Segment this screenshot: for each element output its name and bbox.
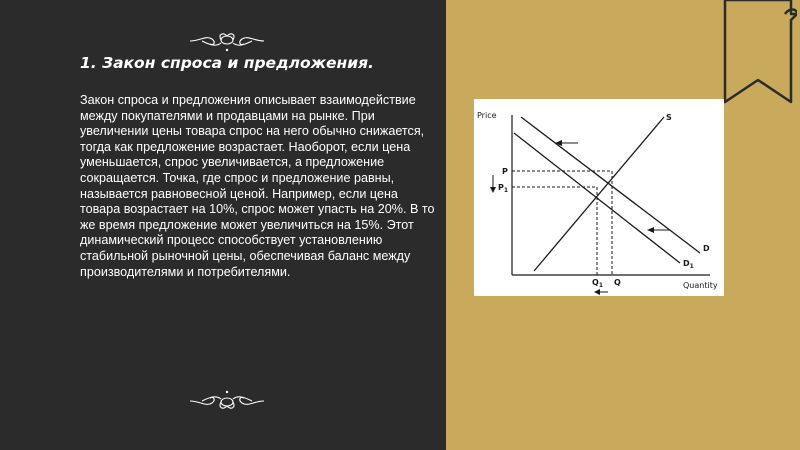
- demand-curve: [521, 117, 700, 253]
- arrowhead-icon: [594, 289, 600, 295]
- supply-curve: [534, 117, 664, 271]
- demand-label: D: [703, 244, 710, 253]
- bookmark-ribbon-icon: [719, 0, 797, 108]
- slide-title: 1. Закон спроса и предложения.: [80, 54, 374, 72]
- quantity-new-label: $Q_1$: [592, 278, 603, 289]
- ornament-divider-icon: [188, 28, 266, 54]
- y-axis-label: Price: [477, 111, 497, 120]
- x-axis-label: Quantity: [683, 281, 718, 290]
- price-label: P: [502, 167, 508, 176]
- arrowhead-icon: [490, 187, 496, 193]
- price-new-label: $P_1$: [498, 183, 509, 194]
- ornament-divider-icon: [188, 388, 266, 414]
- demand-shifted-label: $D_1$: [683, 259, 694, 270]
- supply-demand-diagram: [474, 99, 724, 296]
- quantity-label: Q: [614, 278, 621, 287]
- arrowhead-icon: [647, 227, 654, 233]
- supply-label: S: [666, 113, 672, 122]
- slide-body-text: Закон спроса и предложения описывает взаимодействие между покупателями и продавцами на рынке. При увеличении цены товара спрос на него обычно снижается, тогда как предложение возрастает. Наоборот, если цена уменьшается, спрос увеличивается, а предложение сокращается. Точка, где спрос и предложение равны, называется равновесной ценой. Например, если цена товара возрастает на 10%, спрос может упасть на 20%. В то же время предложение может увеличиться на 15%. Этот динамический процесс способствует установлению стабильной рыночной цены, обеспечивая баланс между производителями и потребителями.: [80, 93, 435, 279]
